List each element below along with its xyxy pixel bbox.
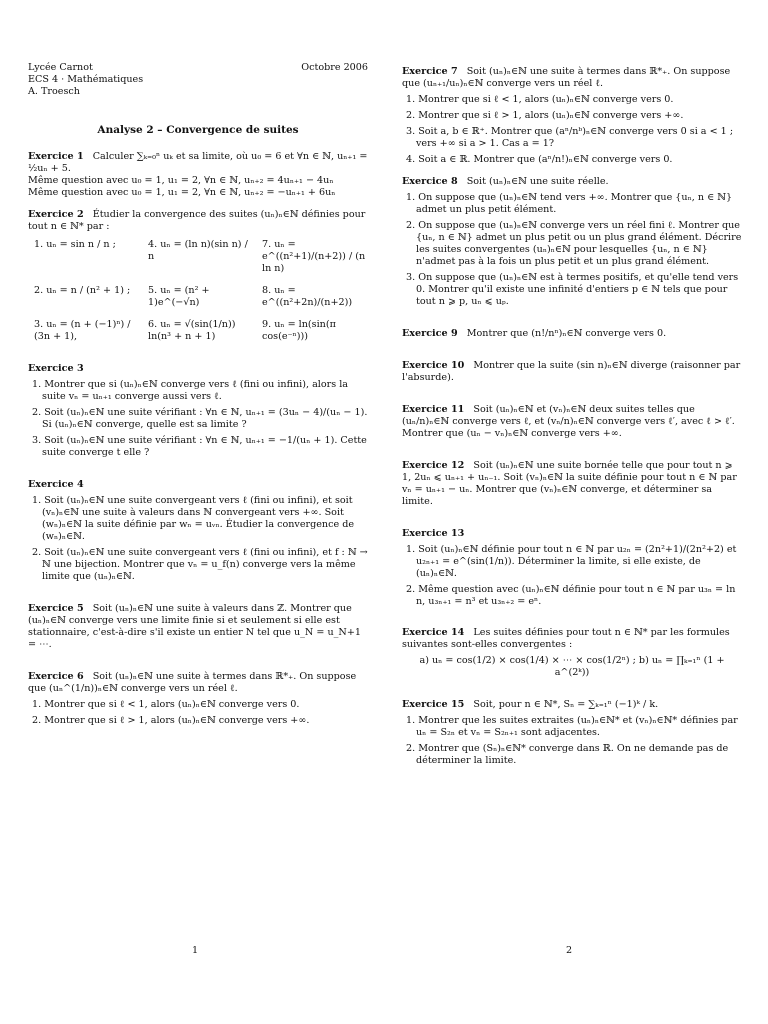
formula-item: 6. uₙ = √(sin(1/n)) ln(n³ + n + 1) (148, 318, 236, 342)
school-name: Lycée Carnot (28, 62, 93, 73)
exercise-7 (402, 66, 742, 166)
exercise-heading: Exercice 6 (28, 670, 84, 682)
formula-item: 5. uₙ = (n² + 1)e^(−√n) (148, 284, 210, 308)
exercise-heading: Exercice 10 (402, 359, 465, 371)
exercise-item: 2. Même question avec (uₙ)ₙ∈ℕ définie pour tout n ∈ ℕ par u₃ₙ = ln n, u₃ₙ₊₁ = n³ et u₃ₙ₊₂ = eⁿ. (406, 583, 736, 607)
exercise-4 (28, 479, 368, 583)
exercise-item: 2. Soit (uₙ)ₙ∈ℕ une suite convergeant vers ℓ (fini ou infini), et f : ℕ → ℕ une bijection. Montrer que vₙ = u_f(n) converge vers la même limite que (uₙ)ₙ∈ℕ. (32, 546, 368, 582)
exercise-item: 2. Montrer que (Sₙ)ₙ∈ℕ* converge dans ℝ. On ne demande pas de déterminer la limite. (406, 743, 729, 767)
exercise-11 (402, 404, 742, 440)
exercise-heading: Exercice 4 (28, 478, 84, 490)
exercise-formula: a) uₙ = cos(1/2) × cos(1/4) × ⋯ × cos(1/2ⁿ) ; b) uₙ = ∏ₖ₌₁ⁿ (1 + a^(2ᵏ)) (419, 655, 725, 679)
formula-item: 4. uₙ = (ln n)(sin n) / n (148, 239, 248, 263)
exercise-text: Même question avec u₀ = 1, u₁ = 2, ∀n ∈ ℕ, uₙ₊₂ = −uₙ₊₁ + 6uₙ (28, 187, 336, 199)
exercise-6 (28, 671, 368, 727)
exercise-heading: Exercice 11 (402, 403, 465, 415)
exercise-heading: Exercice 9 (402, 327, 458, 339)
exercise-heading: Exercice 13 (402, 527, 465, 539)
exercise-heading: Exercice 7 (402, 66, 458, 77)
exercise-9 (402, 328, 742, 340)
formula-item: 3. uₙ = (n + (−1)ⁿ) / (3n + 1), (34, 318, 131, 342)
exercise-text: Soit (uₙ)ₙ∈ℕ une suite à termes dans ℝ*₊. On suppose que (uₙ^(1/n))ₙ∈ℕ converge vers un réel ℓ. (28, 670, 357, 694)
exercise-item: 1. Montrer que si (uₙ)ₙ∈ℕ converge vers ℓ (fini ou infini), alors la suite vₙ = uₙ₊₁ converge aussi vers ℓ. (32, 378, 348, 402)
formula-item: 9. uₙ = ln(sin(π cos(e⁻ⁿ))) (262, 318, 336, 342)
exercise-heading: Exercice 5 (28, 602, 84, 614)
page-left (28, 62, 368, 737)
exercise-text: Les suites définies pour tout n ∈ ℕ* par les formules suivantes sont-elles convergentes : (402, 627, 730, 651)
document-date: Octobre 2006 (301, 62, 368, 73)
exercise-item: 1. Montrer que si ℓ < 1, alors (uₙ)ₙ∈ℕ converge vers 0. (406, 93, 674, 105)
author-name: A. Troesch (28, 85, 80, 97)
exercise-item: 4. Soit a ∈ ℝ. Montrer que (aⁿ/n!)ₙ∈ℕ converge vers 0. (406, 153, 673, 165)
exercise-12 (402, 460, 742, 508)
exercise-item: 1. Montrer que les suites extraites (uₙ)ₙ∈ℕ* et (vₙ)ₙ∈ℕ* définies par uₙ = S₂ₙ et vₙ = S₂ₙ₊₁ sont adjacentes. (406, 715, 738, 739)
document-header (28, 62, 368, 110)
formula-item: 1. uₙ = sin n / n ; (34, 239, 116, 251)
exercise-14 (402, 627, 742, 679)
exercise-text: Soit (uₙ)ₙ∈ℕ et (vₙ)ₙ∈ℕ deux suites telles que (uₙ/n)ₙ∈ℕ converge vers ℓ, et (vₙ/n)ₙ∈ℕ converge vers ℓ′, avec ℓ > ℓ′. Montrer que (uₙ − vₙ)ₙ∈ℕ converge vers +∞. (402, 403, 735, 439)
formula-item: 2. uₙ = n / (n² + 1) ; (34, 284, 131, 296)
exercise-item: 2. On suppose que (uₙ)ₙ∈ℕ converge vers un réel fini ℓ. Montrer que {uₙ, n ∈ ℕ} admet un plus petit ou un plus grand élément. Décrire les suites convergentes (uₙ)ₙ∈ℕ pour lesquelles {uₙ, n ∈ ℕ} n'admet pas à la fois un plus petit et un plus grand élément. (406, 219, 742, 267)
exercise-text: Soit (uₙ)ₙ∈ℕ une suite réelle. (466, 175, 609, 187)
exercise-text: Même question avec u₀ = 1, u₁ = 2, ∀n ∈ ℕ, uₙ₊₂ = 4uₙ₊₁ − 4uₙ (28, 175, 334, 187)
formula-item: 7. uₙ = e^((n²+1)/(n+2)) / (n ln n) (262, 239, 366, 274)
exercise-text: Soit (uₙ)ₙ∈ℕ une suite à valeurs dans ℤ. Montrer que (uₙ)ₙ∈ℕ converge vers une limite finie si et seulement si elle est stationnaire, c'est-à-dire s'il existe un entier N tel que u_N = u_N+1 = ⋯. (28, 602, 361, 650)
exercise-heading: Exercice 15 (402, 699, 465, 711)
exercise-15 (402, 699, 742, 767)
exercise-heading: Exercice 14 (402, 627, 465, 639)
exercise-8 (402, 176, 742, 308)
class-name: ECS 4 · Mathématiques (28, 73, 144, 85)
exercise-3 (28, 363, 368, 459)
exercise-item: 3. Soit (uₙ)ₙ∈ℕ une suite vérifiant : ∀n ∈ ℕ, uₙ₊₁ = −1/(uₙ + 1). Cette suite converge t elle ? (32, 434, 367, 458)
exercise-heading: Exercice 1 (28, 151, 84, 163)
exercise-heading: Exercice 12 (402, 459, 465, 471)
exercise-2 (28, 209, 368, 343)
exercise-item: 3. Soit a, b ∈ ℝ⁺. Montrer que (aⁿ/nᵇ)ₙ∈ℕ converge vers 0 si a < 1 ; vers +∞ si a > 1. Cas a = 1? (406, 125, 734, 149)
formula-item: 8. uₙ = e^((n²+2n)/(n+2)) (262, 284, 353, 308)
exercise-item: 1. Soit (uₙ)ₙ∈ℕ définie pour tout n ∈ ℕ par u₂ₙ = (2n²+1)/(2n²+2) et u₂ₙ₊₁ = e^(sin(1/n)). Déterminer la limite, si elle existe, de (uₙ)ₙ∈ℕ. (406, 543, 737, 579)
exercise-text: Calculer ∑ₖ₌₀ⁿ uₖ et sa limite, où u₀ = 6 et ∀n ∈ ℕ, uₙ₊₁ = ½uₙ + 5. (28, 151, 368, 175)
exercise-heading: Exercice 8 (402, 175, 458, 187)
page-title: Analyse 2 – Convergence de suites (97, 124, 299, 136)
exercise-item: 2. Soit (uₙ)ₙ∈ℕ une suite vérifiant : ∀n ∈ ℕ, uₙ₊₁ = (3uₙ − 4)/(uₙ − 1). Si (uₙ)ₙ∈ℕ converge, quelle est sa limite ? (32, 406, 368, 430)
exercise-item: 2. Montrer que si ℓ > 1, alors (uₙ)ₙ∈ℕ converge vers +∞. (406, 109, 684, 121)
exercise-10 (402, 360, 742, 384)
page-number: 1 (192, 945, 199, 956)
exercise-1 (28, 151, 368, 199)
exercise-5 (28, 603, 368, 651)
exercise-13 (402, 528, 742, 608)
exercise-heading: Exercice 2 (28, 209, 84, 221)
exercise-text: Étudier la convergence des suites (uₙ)ₙ∈ℕ définies pour tout n ∈ ℕ* par : (28, 209, 366, 233)
page-right (402, 66, 742, 777)
exercise-item: 3. On suppose que (uₙ)ₙ∈ℕ est à termes positifs, et qu'elle tend vers 0. Montrer qu'il existe une infinité d'entiers p ∈ ℕ tels que pour tout n ⩾ p, uₙ ⩽ uₚ. (406, 271, 739, 307)
exercise-text: Soit (uₙ)ₙ∈ℕ une suite bornée telle que pour tout n ⩾ 1, 2uₙ ⩽ uₙ₊₁ + uₙ₋₁. Soit (vₙ)ₙ∈ℕ la suite définie pour tout n ∈ ℕ par vₙ = uₙ₊₁ − uₙ. Montrer que (vₙ)ₙ∈ℕ converge, et déterminer sa limite. (402, 459, 737, 507)
exercise-text: Soit (uₙ)ₙ∈ℕ une suite à termes dans ℝ*₊. On suppose que (uₙ₊₁/uₙ)ₙ∈ℕ converge vers un réel ℓ. (402, 66, 731, 89)
exercise-text: Montrer que (n!/nⁿ)ₙ∈ℕ converge vers 0. (466, 327, 667, 339)
exercise-text: Montrer que la suite (sin n)ₙ∈ℕ diverge (raisonner par l'absurde). (402, 359, 741, 383)
exercise-heading: Exercice 3 (28, 362, 84, 374)
exercise-item: 1. On suppose que (uₙ)ₙ∈ℕ tend vers +∞. Montrer que {uₙ, n ∈ ℕ} admet un plus petit élément. (406, 191, 733, 215)
exercise-item: 2. Montrer que si ℓ > 1, alors (uₙ)ₙ∈ℕ converge vers +∞. (32, 714, 310, 726)
exercise-item: 1. Soit (uₙ)ₙ∈ℕ une suite convergeant vers ℓ (fini ou infini), et soit (vₙ)ₙ∈ℕ une suite à valeurs dans ℕ convergeant vers +∞. Soit (wₙ)ₙ∈ℕ la suite définie par wₙ = uᵥₙ. Étudier la convergence de (wₙ)ₙ∈ℕ. (32, 494, 355, 542)
exercise-text: Soit, pour n ∈ ℕ*, Sₙ = ∑ₖ₌₁ⁿ (−1)ᵏ / k. (473, 699, 659, 711)
page-number: 2 (566, 945, 573, 956)
formula-grid (34, 239, 368, 343)
exercise-item: 1. Montrer que si ℓ < 1, alors (uₙ)ₙ∈ℕ converge vers 0. (32, 698, 300, 710)
